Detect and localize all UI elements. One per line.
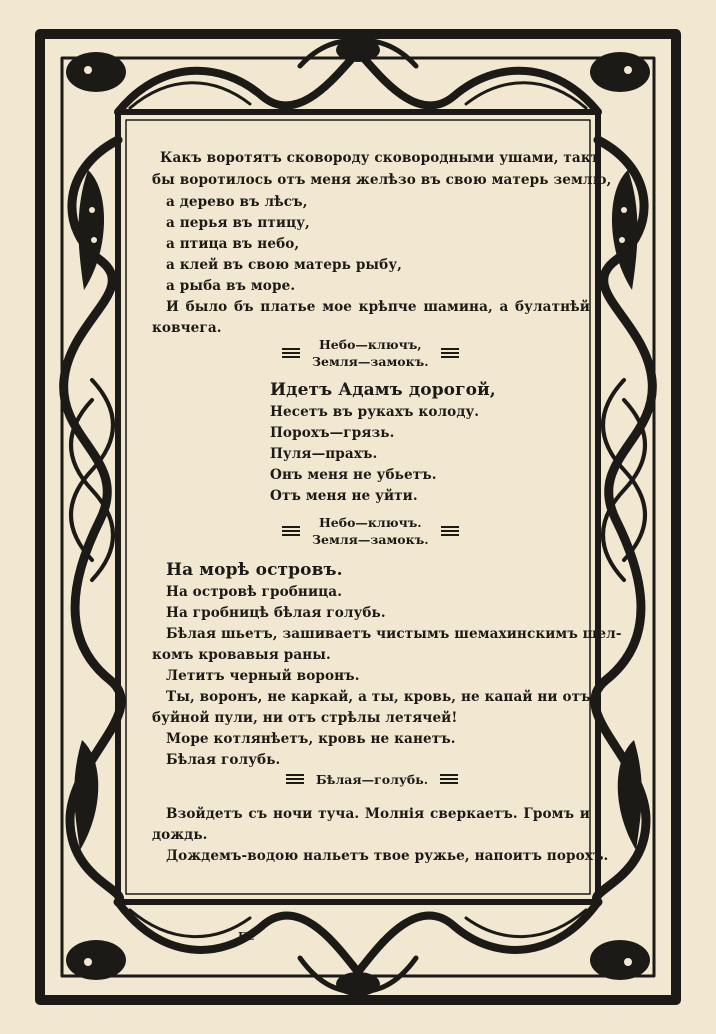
rule-icon xyxy=(282,526,300,537)
text-line-content: Идетъ Адамъ дорогой, xyxy=(270,380,496,400)
text-line xyxy=(270,382,496,399)
divider-line: Земля—замокъ. xyxy=(312,532,429,547)
divider-line: Небо—ключъ. xyxy=(318,515,422,530)
text-line: Бѣлая шьетъ, зашиваетъ чистымъ шемахинскимъ шел- xyxy=(166,626,622,642)
text-line: а перья въ птицу, xyxy=(166,215,310,231)
text-line: Море котлянѣетъ, кровь не канетъ. xyxy=(166,731,456,747)
text-line: Ты, воронъ, не каркай, а ты, кровь, не капай ни отъ xyxy=(166,689,591,705)
rule-icon xyxy=(286,774,304,785)
section-divider xyxy=(282,336,459,370)
rule-icon xyxy=(441,348,459,359)
rule-icon xyxy=(282,348,300,359)
text-line: а рыба въ море. xyxy=(166,278,296,294)
text-line: ковчега. xyxy=(152,320,222,336)
text-line: На гробницѣ бѣлая голубь. xyxy=(166,605,386,621)
text-line: бы воротилось отъ меня желѣзо въ свою матерь землю, xyxy=(152,172,612,188)
divider-line: Небо—ключъ, xyxy=(318,337,422,352)
text-line: Взойдетъ съ ночи туча. Молнія сверкаетъ. Громъ и xyxy=(166,806,590,822)
text-line: На островѣ гробница. xyxy=(166,584,343,600)
text-line: Пуля—прахъ. xyxy=(270,446,378,462)
signature-monogram: ГЕ xyxy=(238,930,254,943)
divider-line: Земля—замокъ. xyxy=(312,354,429,369)
divider-line: Бѣлая—голубь. xyxy=(316,772,429,787)
section-divider xyxy=(286,772,458,787)
text-line: Отъ меня не уйти. xyxy=(270,488,418,504)
text-line: комъ кровавыя раны. xyxy=(152,647,331,663)
section-divider xyxy=(282,514,459,548)
text-line: Летитъ черный воронъ. xyxy=(166,668,360,684)
text-line: а дерево въ лѣсъ, xyxy=(166,194,308,210)
text-line: Порохъ—грязь. xyxy=(270,425,395,441)
text-line: Несетъ въ рукахъ колоду. xyxy=(270,404,480,420)
text-line: а клей въ свою матерь рыбу, xyxy=(166,257,402,273)
text-line: Онъ меня не убьетъ. xyxy=(270,467,437,483)
text-line: Какъ воротятъ сковороду сковородными ушами, такъ xyxy=(160,150,602,166)
text-line xyxy=(166,562,343,579)
text-line-content: На морѣ островъ. xyxy=(166,560,343,580)
rule-icon xyxy=(441,526,459,537)
text-line: дождь. xyxy=(152,827,208,843)
text-line: И было бъ платье мое крѣпче шамина, а булатнѣй xyxy=(166,299,590,315)
text-line: буйной пули, ни отъ стрѣлы летячей! xyxy=(152,710,458,726)
rule-icon xyxy=(440,774,458,785)
text-line: Бѣлая голубь. xyxy=(166,752,281,768)
text-line: а птица въ небо, xyxy=(166,236,300,252)
text-line: Дождемъ-водою нальетъ твое ружье, напоитъ порохъ. xyxy=(166,848,609,864)
